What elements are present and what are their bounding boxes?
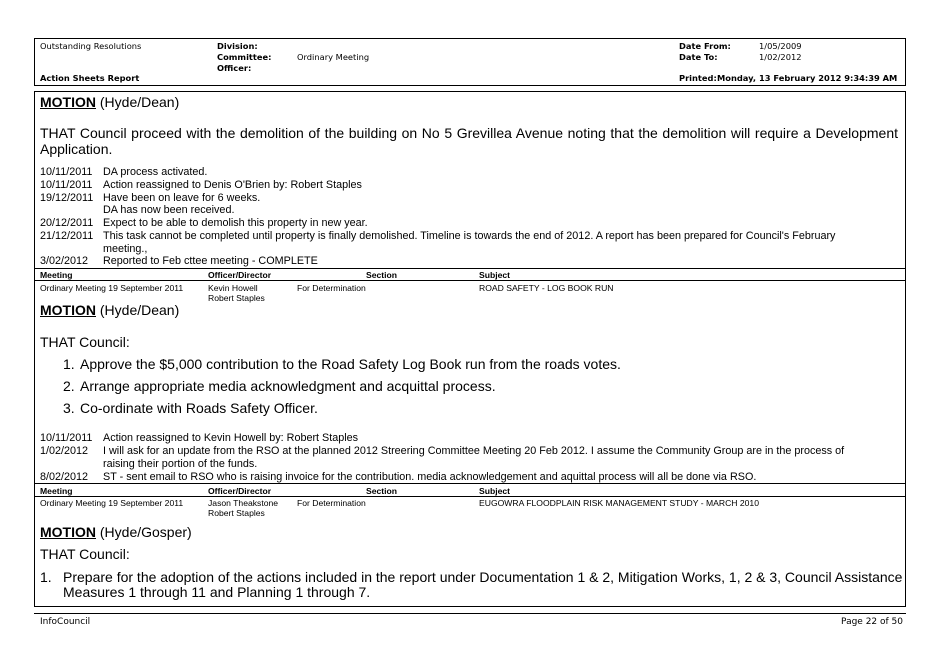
list-text: Approve the $5,000 contribution to the Road Safety Log Book run from the roads votes. [80, 356, 621, 372]
officer-label: Officer: [217, 63, 252, 73]
printed-label: Printed: [679, 73, 717, 83]
action-text: ST - sent email to RSO who is raising invoice for the contribution. media acknowledgement and aquittal process will all be done via RSO. [103, 471, 757, 483]
motion-label: MOTION [40, 94, 96, 110]
action-text: Expect to be able to demolish this property in new year. [103, 217, 368, 229]
division-label: Division: [217, 41, 258, 51]
date-to-label: Date To: [679, 52, 718, 62]
column-header-officer: Officer/Director [208, 270, 272, 280]
committee-label: Committee: [217, 52, 272, 62]
action-date: 10/11/2011 [40, 432, 93, 444]
action-text: Action reassigned to Denis O'Brien by: Robert Staples [103, 179, 362, 191]
action-date: 10/11/2011 [40, 179, 93, 191]
officer-value: Robert Staples [208, 508, 265, 518]
resolution-line: Application. [40, 141, 113, 157]
list-number: 2. [63, 378, 75, 394]
action-date: 8/02/2012 [40, 471, 89, 483]
list-text: Prepare for the adoption of the actions included in the report under Documentation 1 & 2, Mitigation Works, 1, 2 & 3, Council Assistance [63, 569, 903, 585]
column-header-subject: Subject [479, 270, 511, 280]
action-text: DA process activated. [103, 166, 208, 178]
action-text: DA has now been received. [103, 204, 235, 216]
list-number: 3. [63, 400, 75, 416]
action-text: I will ask for an update from the RSO at the planned 2012 Streering Committee Meeting 20 Feb 2012. I assume the Community Group are in the process of [103, 445, 845, 457]
officer-value: Robert Staples [208, 293, 265, 303]
motion-heading-1 [40, 94, 179, 110]
column-header-section: Section [366, 270, 398, 280]
list-item [63, 400, 318, 416]
motion-movers: (Hyde/Dean) [99, 302, 180, 318]
motion-label: MOTION [40, 524, 96, 540]
resolution-line: THAT Council proceed with the demolition of the building on No 5 Grevillea Avenue noting that the demolition will require a Development [40, 125, 898, 141]
date-from-value: 1/05/2009 [759, 41, 802, 51]
footer-brand: InfoCouncil [40, 617, 91, 627]
committee-value: Ordinary Meeting [297, 52, 370, 62]
motion-movers: (Hyde/Dean) [99, 94, 180, 110]
date-to-value: 1/02/2012 [759, 52, 802, 62]
that-council: THAT Council: [40, 546, 130, 562]
separator-line [34, 483, 906, 484]
action-date: 21/12/2011 [40, 230, 94, 242]
motion-heading-2 [40, 302, 179, 318]
action-text: This task cannot be completed until property is finally demolished. Timeline is towards the end of 2012. A report has been prepared for Council's February [103, 230, 836, 242]
report-title: Action Sheets Report [40, 73, 140, 83]
footer-rule [34, 613, 906, 614]
officer-value: Jason Theakstone [208, 498, 279, 508]
column-header-section: Section [366, 486, 398, 496]
page-number: Page 22 of 50 [841, 617, 903, 627]
list-number: 1. [63, 356, 75, 372]
motion-heading-3 [40, 524, 192, 540]
printed-value: Monday, 13 February 2012 9:34:39 AM [717, 73, 898, 83]
action-text: meeting., [103, 243, 148, 255]
list-item [63, 378, 496, 394]
column-header-officer: Officer/Director [208, 486, 272, 496]
column-header-meeting: Meeting [40, 270, 73, 280]
officer-value: Kevin Howell [208, 283, 258, 293]
section-value: For Determination [297, 498, 366, 508]
list-text: Arrange appropriate media acknowledgment and acquittal process. [80, 378, 496, 394]
action-text: Reported to Feb cttee meeting - COMPLETE [103, 255, 318, 267]
meeting-value: Ordinary Meeting 19 September 2011 [40, 498, 184, 508]
action-text: raising their portion of the funds. [103, 458, 258, 470]
section-value: For Determination [297, 283, 366, 293]
meeting-value: Ordinary Meeting 19 September 2011 [40, 283, 184, 293]
action-date: 20/12/2011 [40, 217, 94, 229]
outstanding-label: Outstanding Resolutions [40, 41, 142, 51]
separator-line [34, 280, 906, 281]
list-text: Co-ordinate with Roads Safety Officer. [80, 400, 318, 416]
action-date: 10/11/2011 [40, 166, 93, 178]
action-text: Action reassigned to Kevin Howell by: Robert Staples [103, 432, 359, 444]
action-date: 1/02/2012 [40, 445, 89, 457]
motion-label: MOTION [40, 302, 96, 318]
subject-value: ROAD SAFETY - LOG BOOK RUN [479, 283, 614, 293]
action-date: 3/02/2012 [40, 255, 89, 267]
subject-value: EUGOWRA FLOODPLAIN RISK MANAGEMENT STUDY - MARCH 2010 [479, 498, 759, 508]
action-text: Have been on leave for 6 weeks. [103, 192, 261, 204]
list-text: Measures 1 through 11 and Planning 1 through 7. [63, 584, 371, 600]
action-date: 19/12/2011 [40, 192, 94, 204]
that-council: THAT Council: [40, 334, 130, 350]
separator-line [34, 496, 906, 497]
list-item [63, 356, 621, 372]
motion-movers: (Hyde/Gosper) [99, 524, 192, 540]
separator-line [34, 268, 906, 269]
list-number: 1. [40, 569, 52, 585]
column-header-meeting: Meeting [40, 486, 73, 496]
date-from-label: Date From: [679, 41, 731, 51]
column-header-subject: Subject [479, 486, 511, 496]
